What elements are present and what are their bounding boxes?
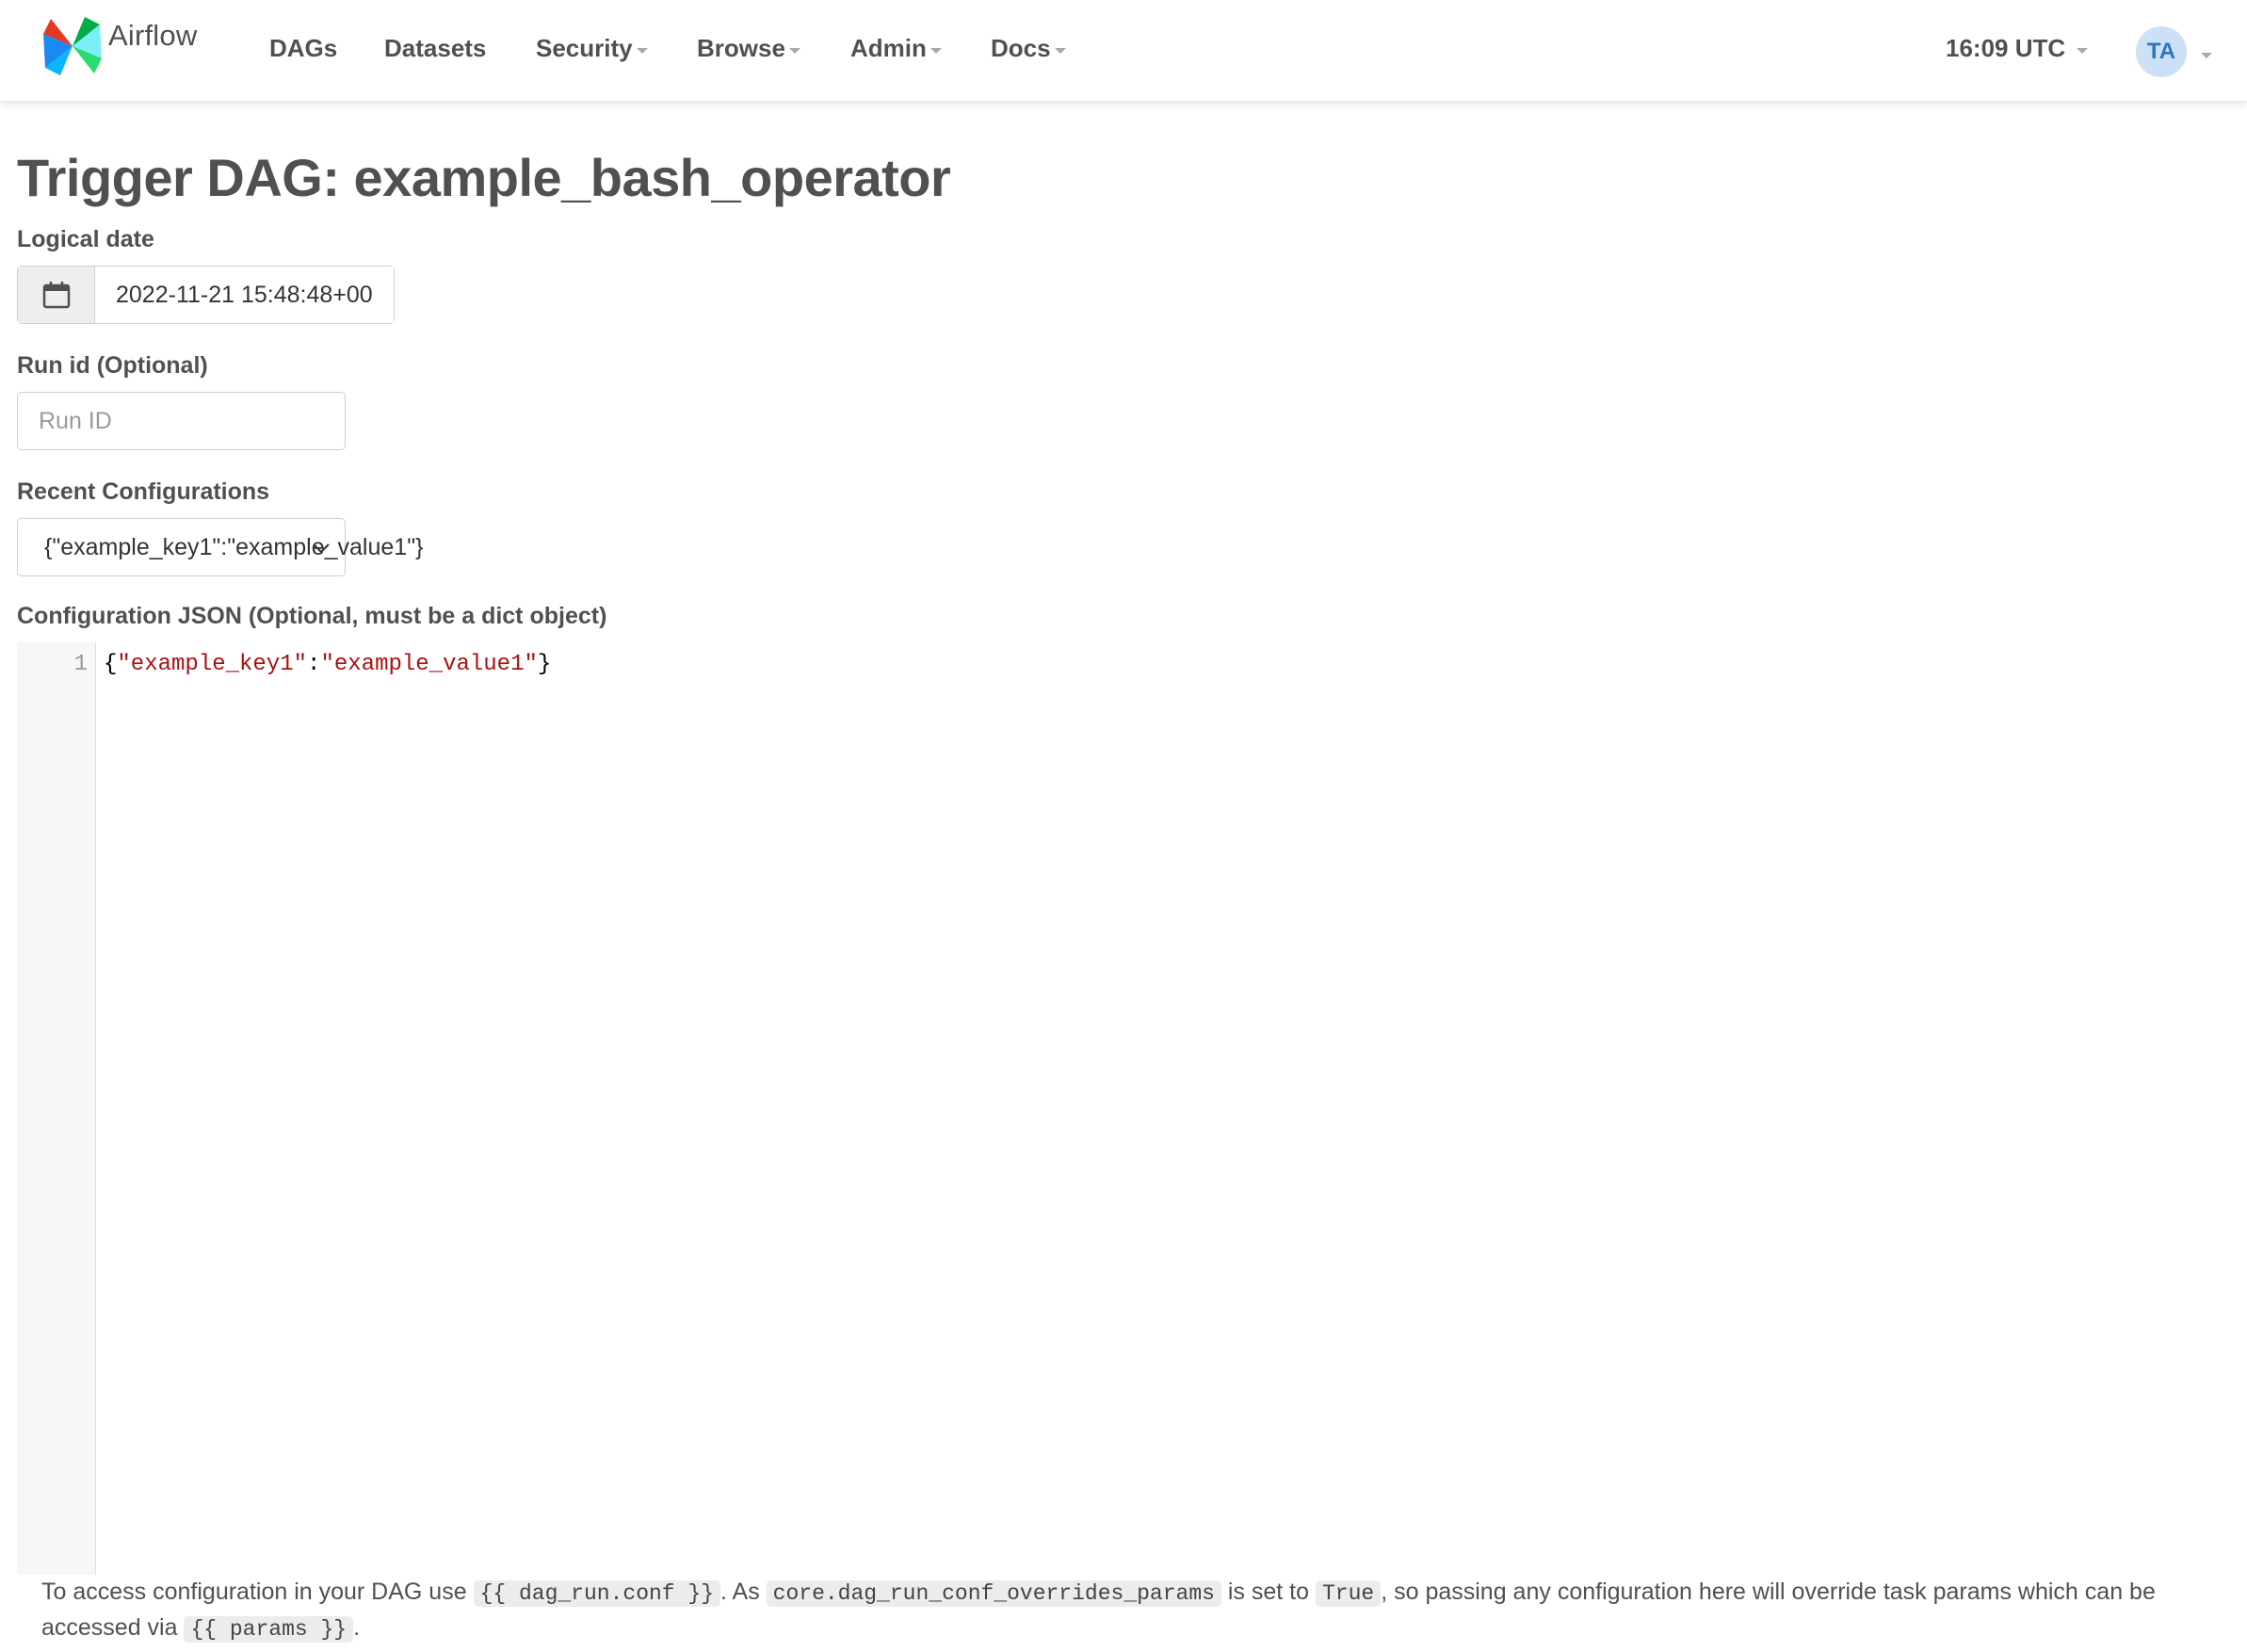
airflow-pinwheel-icon xyxy=(41,15,104,77)
config-json-label: Configuration JSON (Optional, must be a dict object) xyxy=(17,603,607,629)
code-line[interactable] xyxy=(104,652,551,677)
nav-security[interactable] xyxy=(536,34,648,63)
code-brace-close: } xyxy=(537,652,552,677)
calendar-icon xyxy=(41,280,72,310)
logical-date-input[interactable] xyxy=(95,267,394,323)
recent-configs-select[interactable] xyxy=(17,518,424,576)
caret-down-icon xyxy=(637,48,648,54)
help-text-part: . As xyxy=(720,1579,767,1605)
nav-datasets[interactable] xyxy=(384,34,486,63)
code-json-key: "example_key1" xyxy=(117,652,308,677)
user-avatar[interactable] xyxy=(2136,26,2187,77)
caret-down-icon xyxy=(2077,48,2088,54)
clock-label: 16:09 UTC xyxy=(1946,34,2066,62)
nav-dags-label: DAGs xyxy=(269,34,338,62)
code-brace-open: { xyxy=(104,652,118,677)
nav-admin[interactable] xyxy=(850,34,942,63)
nav-datasets-label: Datasets xyxy=(384,34,487,62)
config-json-editor[interactable] xyxy=(17,642,2230,1575)
code-dag-run-conf: {{ dag_run.conf }} xyxy=(474,1580,720,1607)
nav-docs-label: Docs xyxy=(991,34,1051,62)
nav-browse[interactable] xyxy=(697,34,800,63)
code-overrides-params: core.dag_run_conf_overrides_params xyxy=(767,1580,1221,1607)
code-colon: : xyxy=(307,652,321,677)
nav-browse-label: Browse xyxy=(697,34,785,62)
user-initials: TA xyxy=(2146,39,2176,64)
caret-down-icon xyxy=(1055,48,1066,54)
code-json-value: "example_value1" xyxy=(320,652,538,677)
help-text-part: To access configuration in your DAG use xyxy=(41,1579,474,1605)
code-params: {{ params }} xyxy=(184,1616,353,1643)
caret-down-icon xyxy=(930,48,942,54)
run-id-label: Run id (Optional) xyxy=(17,352,208,379)
brand-link[interactable] xyxy=(41,15,197,77)
help-text-part: . xyxy=(353,1614,361,1641)
nav-dags[interactable] xyxy=(269,34,337,63)
line-number: 1 xyxy=(73,652,88,677)
nav-admin-label: Admin xyxy=(850,34,927,62)
page-title: Trigger DAG: example_bash_operator xyxy=(17,148,951,207)
recent-configs-label: Recent Configurations xyxy=(17,478,270,505)
code-true: True xyxy=(1316,1580,1381,1607)
chevron-down-icon xyxy=(311,538,331,559)
nav-docs[interactable] xyxy=(991,34,1066,63)
clock-dropdown[interactable] xyxy=(1946,34,2088,63)
navbar xyxy=(0,0,2247,102)
editor-gutter xyxy=(17,642,96,1575)
config-help-text xyxy=(41,1575,2226,1646)
help-text-part: , so passing any configuration here will override task params which can be accessed via xyxy=(41,1579,2156,1641)
caret-down-icon xyxy=(789,48,800,54)
help-text-part: is set to xyxy=(1220,1579,1316,1605)
caret-down-icon[interactable] xyxy=(2201,53,2212,58)
recent-configs-selected: {"example_key1":"example_value1"} xyxy=(44,533,424,560)
logical-date-field xyxy=(17,266,395,324)
logical-date-label: Logical date xyxy=(17,226,154,252)
brand-name: Airflow xyxy=(108,19,198,52)
date-picker-button[interactable] xyxy=(18,267,95,323)
run-id-input[interactable] xyxy=(17,392,346,450)
nav-security-label: Security xyxy=(536,34,633,62)
